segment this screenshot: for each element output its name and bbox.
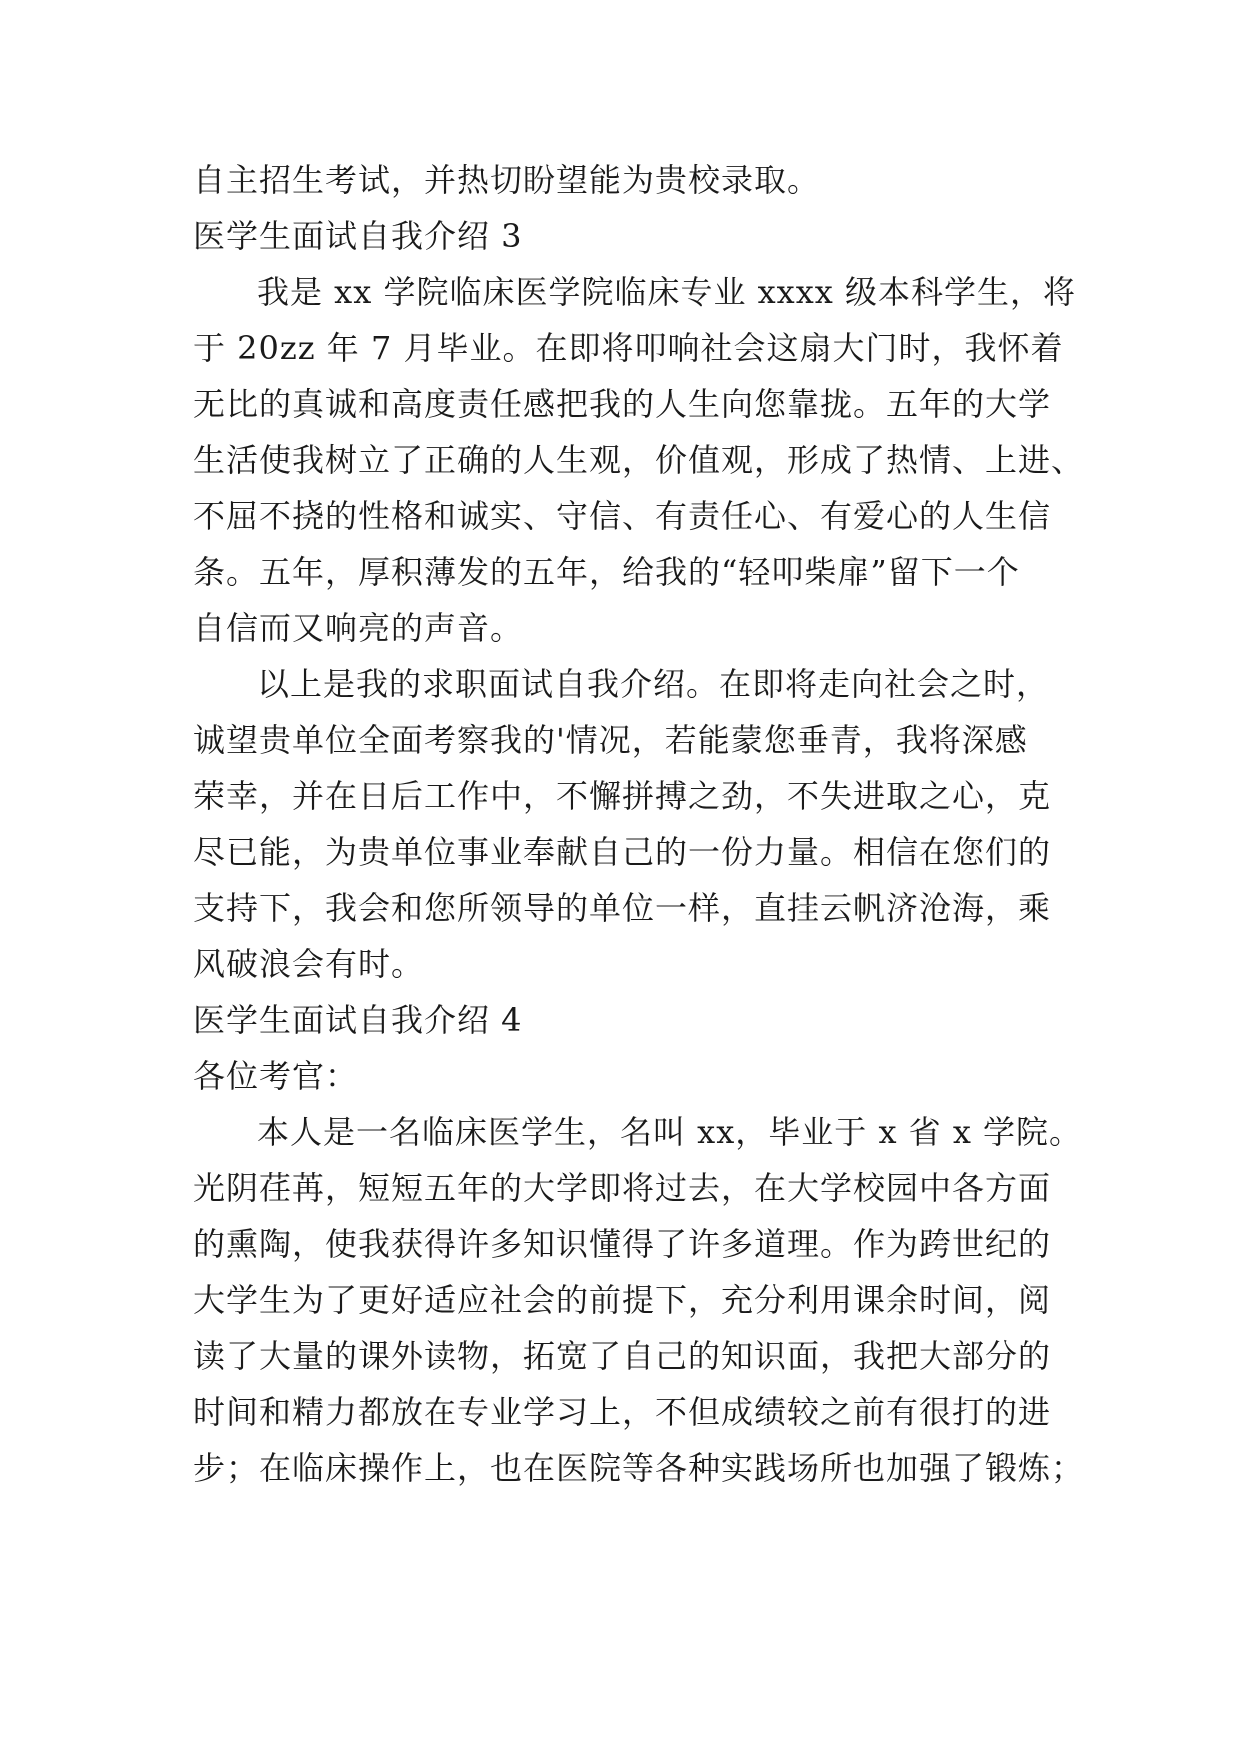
paragraph-line: 自主招生考试，并热切盼望能为贵校录取。 (193, 161, 821, 199)
paragraph-line: 条。五年，厚积薄发的五年，给我的“轻叩柴扉”留下一个 (193, 553, 1020, 591)
paragraph-line: 自信而又响亮的声音。 (193, 609, 524, 647)
paragraph-line: 步；在临床操作上，也在医院等各种实践场所也加强了锻炼； (193, 1449, 1085, 1487)
paragraph-line: 于 20zz 年 7 月毕业。在即将叩响社会这扇大门时，我怀着 (193, 329, 1064, 367)
paragraph-line: 以上是我的求职面试自我介绍。在即将走向社会之时， (257, 665, 1050, 703)
paragraph-line: 风破浪会有时。 (193, 945, 425, 983)
paragraph-line: 不屈不挠的性格和诚实、守信、有责任心、有爱心的人生信 (193, 497, 1052, 535)
paragraph-line: 的熏陶，使我获得许多知识懂得了许多道理。作为跨世纪的 (193, 1225, 1052, 1263)
section-heading: 医学生面试自我介绍 4 (193, 1001, 523, 1039)
paragraph-line: 无比的真诚和高度责任感把我的人生向您靠拢。五年的大学 (193, 385, 1052, 423)
paragraph-line: 支持下，我会和您所领导的单位一样，直挂云帆济沧海，乘 (193, 889, 1052, 927)
paragraph-line: 诚望贵单位全面考察我的'情况，若能蒙您垂青，我将深感 (193, 721, 1028, 759)
paragraph-line: 尽已能，为贵单位事业奉献自己的一份力量。相信在您们的 (193, 833, 1052, 871)
paragraph-line: 生活使我树立了正确的人生观，价值观，形成了热情、上进、 (193, 441, 1085, 479)
salutation-line: 各位考官： (193, 1057, 359, 1095)
paragraph-line: 本人是一名临床医学生，名叫 xx，毕业于 x 省 x 学院。 (257, 1113, 1083, 1151)
paragraph-line: 时间和精力都放在专业学习上，不但成绩较之前有很打的进 (193, 1393, 1052, 1431)
paragraph-line: 大学生为了更好适应社会的前提下，充分利用课余时间，阅 (193, 1281, 1052, 1319)
paragraph-line: 读了大量的课外读物，拓宽了自己的知识面，我把大部分的 (193, 1337, 1052, 1375)
section-heading: 医学生面试自我介绍 3 (193, 217, 523, 255)
paragraph-line: 光阴荏苒，短短五年的大学即将过去，在大学校园中各方面 (193, 1169, 1052, 1207)
paragraph-line: 荣幸，并在日后工作中，不懈拼搏之劲，不失进取之心，克 (193, 777, 1052, 815)
paragraph-line: 我是 xx 学院临床医学院临床专业 xxxx 级本科学生，将 (257, 273, 1076, 311)
